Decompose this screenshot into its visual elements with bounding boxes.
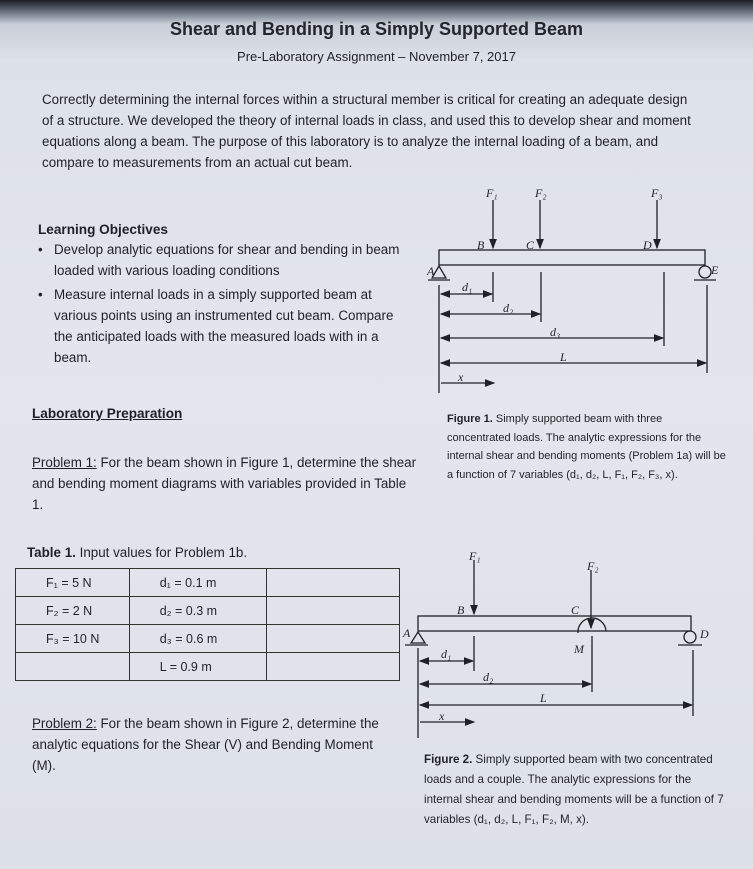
table-cell: L = 0.9 m [129, 653, 266, 681]
label-b: B [477, 238, 485, 252]
roller-support-icon [684, 631, 696, 643]
document-subtitle: Pre-Laboratory Assignment – November 7, 2017 [237, 49, 516, 64]
table-1-label: Table 1. [27, 545, 76, 560]
table-cell: F₁ = 5 N [16, 569, 130, 597]
figure-1-caption-text: Simply supported beam with three concentrated loads. The analytic expressions for the internal shear and bending moments (Problem 1a) will be a function of 7 variables (d₁, d₂, L, F₁, F₂, F₃, x). [447, 413, 726, 481]
figure-2-label: Figure 2. [424, 753, 473, 766]
label-d: D [643, 238, 652, 252]
figure-1-label: Figure 1. [447, 413, 493, 425]
label-f1: F₁ [469, 549, 481, 563]
label-f1: F₁ [486, 186, 498, 200]
label-f2: F₂ [535, 186, 547, 200]
label-e: E [711, 263, 719, 277]
label-d2: d₂ [503, 301, 514, 315]
pin-support-icon [411, 632, 425, 643]
label-f2: F₂ [587, 559, 599, 573]
lab-prep-heading: Laboratory Preparation [32, 406, 183, 421]
label-d3: d₃ [550, 325, 561, 339]
table-cell: d₃ = 0.6 m [129, 625, 266, 653]
problem-2-text: For the beam shown in Figure 2, determine the analytic equations for the Shear (V) and Bending Moment (M). [32, 716, 379, 773]
label-x: x [439, 709, 445, 723]
table-cell: F₃ = 10 N [16, 625, 130, 653]
label-c: C [571, 603, 580, 617]
beam-1 [439, 250, 705, 265]
label-c: C [526, 238, 535, 252]
figure-2-caption-text: Simply supported beam with two concentrated loads and a couple. The analytic expressions for the internal shear and bending moments will be a function of 7 variables (d₁, d₂, L, F₁, F₂, M, x). [424, 753, 724, 826]
beam-2 [418, 616, 691, 631]
label-d1: d₁ [462, 280, 473, 294]
label-b: B [457, 603, 465, 617]
table-cell: d₂ = 0.3 m [129, 597, 266, 625]
label-f3: F₃ [651, 186, 663, 200]
objective-item: • Measure internal loads in a simply supported beam at various points using an instrumented cut beam. Compare the anticipated loads with the measured loads with in a beam. [38, 284, 413, 368]
label-a: A [403, 626, 411, 640]
label-x: x [458, 370, 464, 384]
document-title: Shear and Bending in a Simply Supported Beam [169, 19, 584, 39]
label-l: L [540, 691, 547, 705]
label-d1: d₁ [441, 647, 452, 661]
roller-support-icon [699, 266, 711, 278]
table-cell: F₂ = 2 N [16, 597, 130, 625]
objectives-heading: Learning Objectives [38, 222, 168, 237]
label-l: L [560, 350, 567, 364]
label-d2: d₂ [483, 670, 494, 684]
problem-2-label: Problem 2: [32, 716, 97, 731]
label-m: M [574, 642, 584, 656]
objective-item: • Develop analytic equations for shear and bending in beam loaded with various loading conditions [38, 239, 413, 281]
label-a: A [427, 264, 435, 278]
label-d: D [700, 627, 709, 641]
figure-1-diagram [428, 200, 716, 393]
table-1-caption-text: Input values for Problem 1b. [75, 545, 248, 560]
problem-1-text: For the beam shown in Figure 1, determine the shear and bending moment diagrams with variables provided in Table 1. [32, 455, 417, 512]
intro-paragraph: Correctly determining the internal forces within a structural member is critical for creating an adequate design of a structure. We developed the theory of internal loads in class, and used this to develop shear and moment equations along a beam. The purpose of this laboratory is to analyze the internal loading of a beam, and compare to measurements from an actual cut beam. [42, 92, 691, 170]
problem-1-label: Problem 1: [32, 455, 97, 470]
table-cell: d₁ = 0.1 m [129, 569, 266, 597]
